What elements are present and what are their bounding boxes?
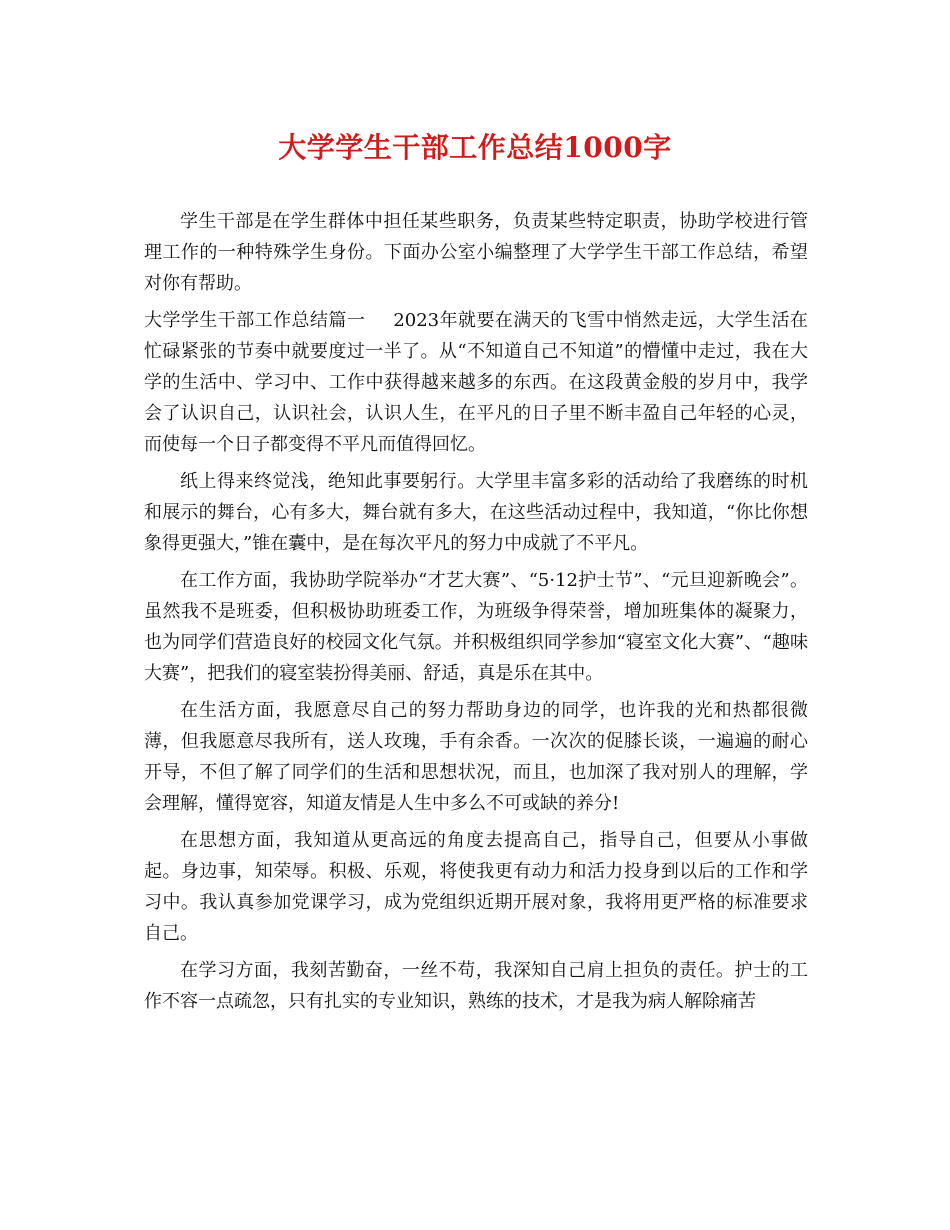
paragraph-study: 在学习方面，我刻苦勤奋，一丝不苟，我深知自己肩上担负的责任。护士的工作不容一点疏忽，只有扎实的专业知识，熟练的技术，才是我为病人解除痛苦: [144, 960, 808, 1012]
paragraph-life: 在生活方面，我愿意尽自己的努力帮助身边的同学，也许我的光和热都很微薄，但我愿意尽我所有，送人玫瑰，手有余香。一次次的促膝长谈，一遍遍的耐心开导，不但了解了同学们的生活和思想状况，而且，也加深了我对别人的理解，学会理解，懂得宽容，知道友情是人生中多么不可或缺的养分!: [144, 700, 808, 814]
intro-paragraph: 学生干部是在学生群体中担任某些职务，负责某些特定职责，协助学校进行管理工作的一种特殊学生身份。下面办公室小编整理了大学学生干部工作总结，希望对你有帮助。: [144, 211, 808, 294]
document-title: 大学学生干部工作总结1000字: [278, 131, 672, 164]
section-one-paragraph: [144, 305, 808, 460]
paragraph-practice: 纸上得来终觉浅，绝知此事要躬行。大学里丰富多彩的活动给了我磨练的时机和展示的舞台，心有多大，舞台就有多大，在这些活动过程中，我知道，“你比你想象得更强大，”锥在囊中，是在每次平凡的努力中成就了不平凡。: [144, 471, 808, 554]
paragraph-thought: 在思想方面，我知道从更高远的角度去提高自己，指导自己，但要从小事做起。身边事，知荣辱。积极、乐观，将使我更有动力和活力投身到以后的工作和学习中。我认真参加党课学习，成为党组织近期开展对象，我将用更严格的标准要求自己。: [144, 830, 808, 944]
section-label: 大学学生干部工作总结篇一: [144, 310, 366, 331]
document-body: [144, 206, 808, 1023]
paragraph-work: 在工作方面，我协助学院举办“才艺大赛”、“5·12护士节”、“元旦迎新晚会”。虽然我不是班委，但积极协助班委工作，为班级争得荣誉，增加班集体的凝聚力，也为同学们营造良好的校园文化气氛。并积极组织同学参加“寝室文化大赛”、“趣味大赛”，把我们的寝室装扮得美丽、舒适，真是乐在其中。: [144, 570, 808, 684]
section-first-paragraph-text: 2023年就要在满天的飞雪中悄然走远，大学生活在忙碌紧张的节奏中就要度过一半了。从“不知道自己不知道”的懵懂中走过，我在大学的生活中、学习中、工作中获得越来越多的东西。在这段黄金般的岁月中，我学会了认识自己，认识社会，认识人生，在平凡的日子里不断丰盈自己年轻的心灵，而使每一个日子都变得不平凡而值得回忆。: [144, 310, 809, 455]
